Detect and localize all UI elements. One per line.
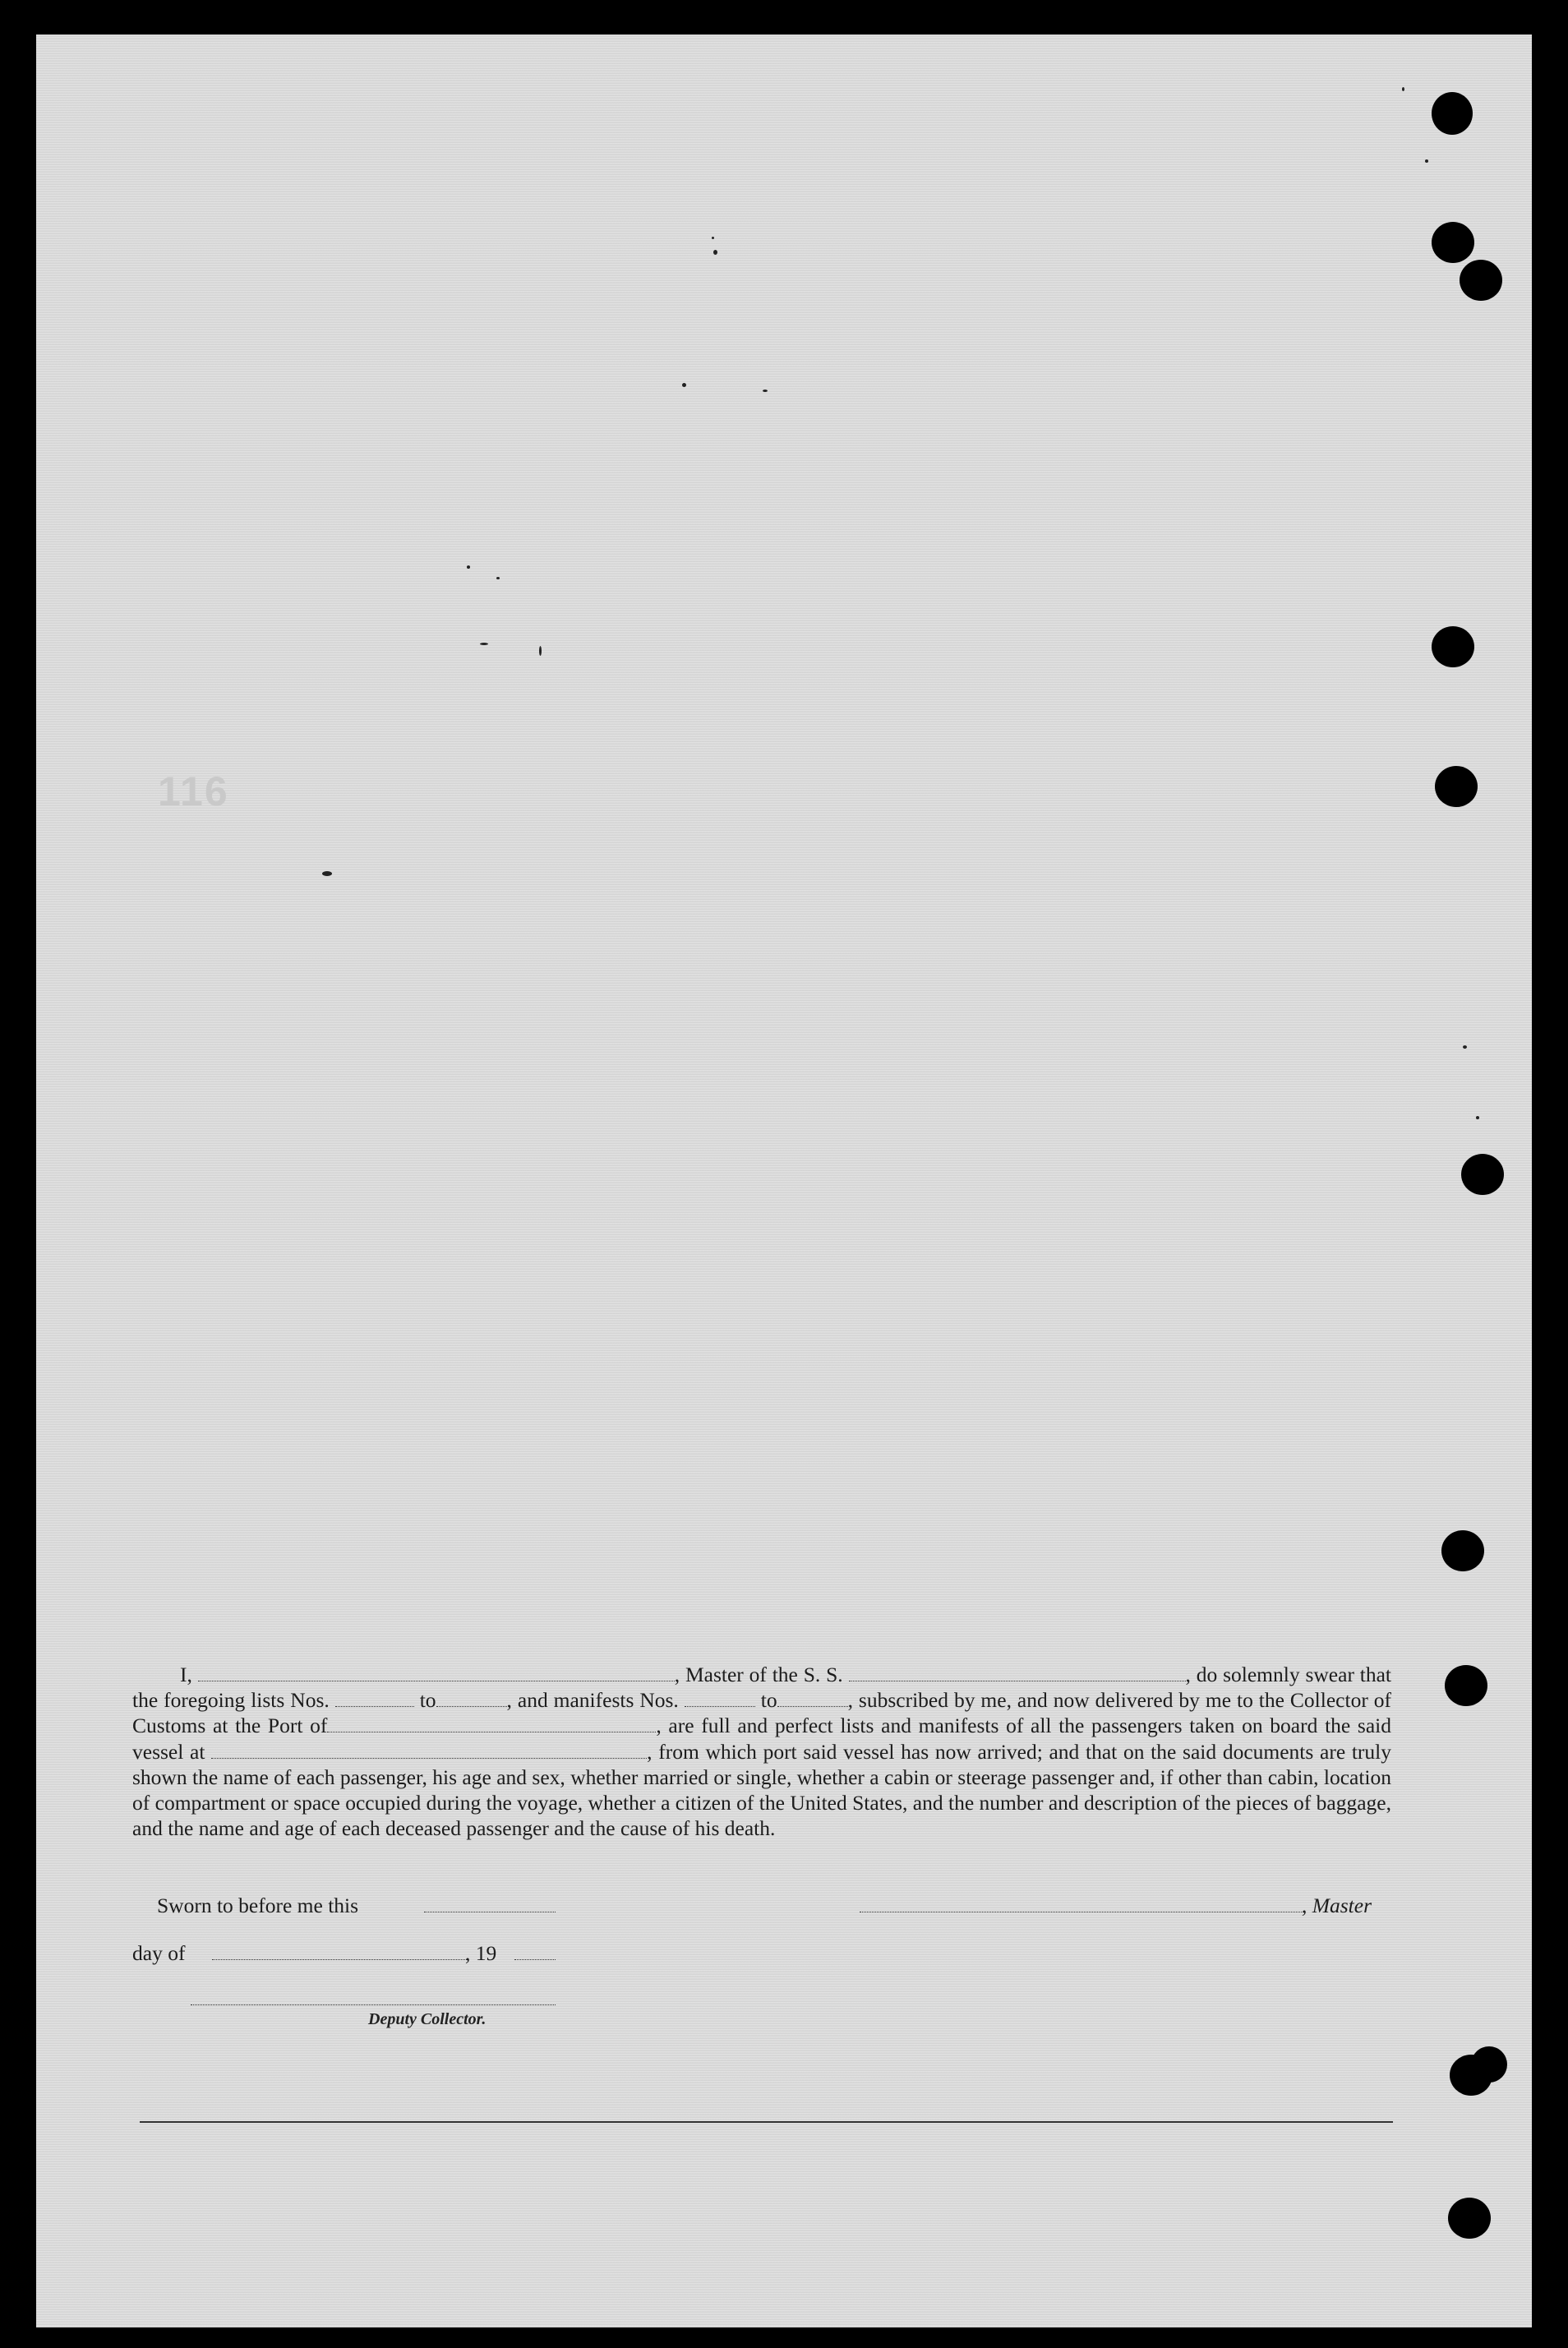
- oath-manifests-nos: , and manifests Nos.: [506, 1688, 679, 1713]
- oath-lists-nos: swear that the foregoing lists Nos.: [132, 1663, 1392, 1713]
- scan-speck: [480, 643, 488, 645]
- punch-hole: [1432, 92, 1473, 135]
- punch-hole: [1441, 1530, 1484, 1571]
- oath-full-perfect: , are full and perfect lists and: [656, 1714, 911, 1738]
- oath-from-which: , from which: [647, 1739, 757, 1764]
- scan-speck: [763, 390, 768, 392]
- oath-solemnly: , do solemnly: [1185, 1663, 1300, 1686]
- punch-hole: [1435, 766, 1478, 807]
- deputy-collector-label: Deputy Collector.: [368, 2010, 487, 2028]
- scan-speck: [712, 237, 714, 239]
- punch-hole: [1432, 626, 1474, 667]
- year-prefix: , 19: [465, 1941, 497, 1965]
- punch-hole: [1471, 2046, 1507, 2083]
- scan-speck: [1476, 1116, 1479, 1119]
- day-of-label: day of: [132, 1941, 186, 1965]
- master-label: , Master: [1302, 1894, 1372, 1917]
- oath-to-1: to: [419, 1688, 436, 1713]
- scan-speck: [467, 565, 470, 569]
- oath-to-2: to: [760, 1688, 777, 1713]
- scan-speck: [539, 646, 542, 656]
- lists-from-field[interactable]: [335, 1687, 414, 1707]
- month-field[interactable]: [212, 1959, 467, 1960]
- punch-hole: [1448, 2198, 1491, 2239]
- punch-hole: [1461, 1154, 1504, 1195]
- scan-speck: [1402, 87, 1404, 91]
- oath-body: port said vessel has now arrived; and that on the said documents are truly shown the name of each passenger, his age and sex, whether married or single, whether a cabin or steerage passenger and, if other than cabin, location of compartment or space occupied during the voyage, whether a citizen of the United States, and the number and description of the pieces of baggage, and the name and age of each deceased passenger and the cause of his death.: [132, 1739, 1392, 1841]
- deputy-collector-signature-field[interactable]: [191, 2004, 556, 2005]
- scan-speck: [1425, 159, 1428, 163]
- punch-hole: [1445, 1665, 1487, 1706]
- faint-stamp-number: 116: [158, 768, 229, 814]
- port-field[interactable]: [327, 1713, 656, 1732]
- punch-hole: [1432, 222, 1474, 263]
- punch-hole: [1460, 260, 1502, 301]
- vessel-name-field[interactable]: [849, 1662, 1186, 1681]
- port-of-embarkation-field[interactable]: [211, 1739, 647, 1759]
- scan-speck: [496, 577, 500, 579]
- oath-delivered: delivered by me to the Collector of Customs at the Port of: [132, 1688, 1392, 1738]
- scan-speck: [682, 383, 686, 387]
- manifest-back-page: [36, 35, 1532, 2327]
- scan-speck: [322, 871, 332, 876]
- manifests-from-field[interactable]: [685, 1687, 755, 1707]
- oath-manifests-all: manifests of all the passengers taken on board the said vessel at: [132, 1714, 1391, 1764]
- bottom-rule: [140, 2121, 1393, 2123]
- master-name-field[interactable]: [198, 1662, 675, 1681]
- oath-subscribed: , subscribed by me, and now: [847, 1688, 1090, 1713]
- oath-intro: I,: [180, 1663, 192, 1686]
- scan-speck: [713, 250, 717, 255]
- scan-speck: [1463, 1045, 1467, 1049]
- year-field[interactable]: [514, 1959, 556, 1960]
- manifests-to-field[interactable]: [777, 1687, 848, 1707]
- oath-master-of: , Master of the S. S.: [674, 1663, 843, 1686]
- oath-paragraph: [132, 1662, 1391, 1841]
- lists-to-field[interactable]: [436, 1687, 507, 1707]
- sworn-label: Sworn to before me this: [157, 1894, 359, 1917]
